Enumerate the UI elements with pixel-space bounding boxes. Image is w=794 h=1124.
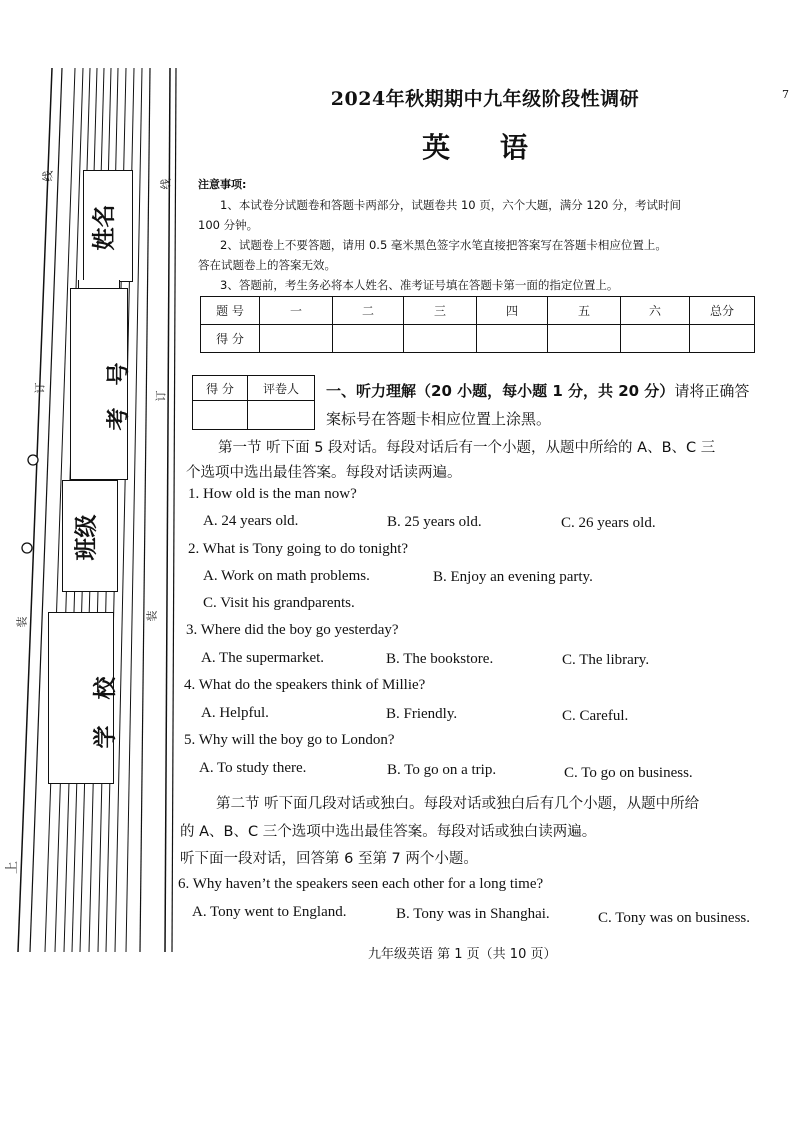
question-2: 2. What is Tony going to do tonight? <box>188 541 409 557</box>
name-label-box <box>83 170 133 282</box>
exam-title: 2024年秋期期中九年级阶段性调研 <box>330 88 640 110</box>
notes-heading: 注意事项: <box>198 178 247 191</box>
score-blank <box>621 325 690 353</box>
question-1-option-b: B. 25 years old. <box>387 514 482 530</box>
score-table-cell: 题 号 <box>201 297 260 325</box>
grader-score-blank <box>193 401 248 430</box>
question-5-option-a: A. To study there. <box>199 760 307 776</box>
score-table-cell: 四 <box>477 297 548 325</box>
section-1-title-bold: 一、听力理解（20 小题，每小题 1 分，共 20 分） <box>326 382 675 400</box>
question-1: 1. How old is the man now? <box>188 486 357 502</box>
seal-word-order-right: 订 <box>154 390 168 402</box>
note-3: 3、答题前，考生务必将本人姓名、准考证号填在答题卡第一面的指定位置上。 <box>220 278 619 292</box>
score-table-cell: 三 <box>404 297 477 325</box>
question-3-option-c: C. The library. <box>562 652 650 668</box>
question-3-option-b: B. The bookstore. <box>386 651 494 667</box>
school-label-box <box>48 612 119 784</box>
part-2-instruction-line-1: 第二节 听下面几段对话或独白。每段对话或独白后有几个小题，从题中所给 <box>216 796 700 812</box>
school-label: 学校 <box>92 650 119 749</box>
note-1-line-1: 1、本试卷分试题卷和答题卡两部分，试题卷共 10 页，六个大题，满分 120 分，考试时间 <box>220 198 682 212</box>
part-1-instruction-line-2: 个选项中选出最佳答案。每段对话读两遍。 <box>186 465 462 481</box>
score-table-cell: 得 分 <box>201 325 260 353</box>
part-2-instruction-line-3: 听下面一段对话，回答第 6 至第 7 两个小题。 <box>180 851 478 867</box>
part-1-instruction-line-1: 第一节 听下面 5 段对话。每段对话后有一个小题，从题中所给的 A、B、C 三 <box>218 440 716 456</box>
page-footer: 九年级英语 第 1 页（共 10 页） <box>368 947 557 962</box>
score-table-cell: 总分 <box>690 297 755 325</box>
class-label-box <box>62 480 118 592</box>
question-1-option-c: C. 26 years old. <box>561 515 656 531</box>
score-blank <box>690 325 755 353</box>
question-5-option-c: C. To go on business. <box>564 765 693 781</box>
grader-box <box>192 375 315 430</box>
question-6-option-c: C. Tony was on business. <box>598 910 751 926</box>
score-table-cell: 五 <box>548 297 621 325</box>
question-1-option-a: A. 24 years old. <box>203 513 299 529</box>
question-6-option-b: B. Tony was in Shanghai. <box>396 906 550 922</box>
seal-word-bind-left: 装 <box>15 616 29 628</box>
question-5-option-b: B. To go on a trip. <box>387 762 497 778</box>
question-4: 4. What do the speakers think of Millie? <box>184 677 426 693</box>
subject-title: 英 语 <box>422 131 548 164</box>
grader-name-label: 评卷人 <box>248 376 315 401</box>
note-2-line-2: 答在试题卷上的答案无效。 <box>198 258 336 272</box>
question-6-option-a: A. Tony went to England. <box>192 904 347 920</box>
score-table-cell: 二 <box>333 297 404 325</box>
score-table-cell: 六 <box>621 297 690 325</box>
score-table-cell: 一 <box>260 297 333 325</box>
part-2-instruction-line-2: 的 A、B、C 三个选项中选出最佳答案。每段对话或独白读两遍。 <box>180 824 597 840</box>
note-1-line-2: 100 分钟。 <box>198 218 259 232</box>
grader-name-blank <box>248 401 315 430</box>
seal-word-line-right: 线 <box>159 178 173 190</box>
score-blank <box>333 325 404 353</box>
bottom-mark: 上 <box>5 860 21 875</box>
note-2-line-1: 2、试题卷上不要答题，请用 0.5 毫米黑色签字水笔直接把答案写在答题卡相应位置上。 <box>220 238 667 252</box>
score-table <box>200 296 755 353</box>
question-5: 5. Why will the boy go to London? <box>184 732 395 748</box>
question-6: 6. Why haven’t the speakers seen each other for a long time? <box>178 876 544 892</box>
section-1-title <box>326 380 749 401</box>
section-1-title-line-2: 案标号在答题卡相应位置上涂黑。 <box>326 410 552 428</box>
seal-word-bind-right: 装 <box>145 610 159 622</box>
question-3: 3. Where did the boy go yesterday? <box>186 622 399 638</box>
corner-mark: 7 <box>782 88 789 101</box>
binding-margin <box>0 60 185 960</box>
question-2-option-b: B. Enjoy an evening party. <box>433 569 593 585</box>
question-3-option-a: A. The supermarket. <box>201 650 325 666</box>
question-4-option-a: A. Helpful. <box>201 705 269 721</box>
class-label: 班级 <box>73 514 100 561</box>
score-blank <box>477 325 548 353</box>
question-2-option-c: C. Visit his grandparents. <box>203 595 355 611</box>
score-blank <box>548 325 621 353</box>
question-4-option-c: C. Careful. <box>562 708 629 724</box>
grader-score-label: 得 分 <box>193 376 248 401</box>
score-table-score-row <box>201 325 755 353</box>
seal-word-order-left: 订 <box>33 382 47 394</box>
score-blank <box>260 325 333 353</box>
seal-word-line-left: 线 <box>41 170 55 182</box>
score-table-header-row <box>201 297 755 325</box>
exam-number-label-box <box>70 288 132 480</box>
score-blank <box>404 325 477 353</box>
question-2-option-a: A. Work on math problems. <box>203 568 370 584</box>
section-1-title-rest: 请将正确答 <box>674 382 750 400</box>
question-4-option-b: B. Friendly. <box>386 706 458 722</box>
exam-number-label: 考号 <box>105 340 132 431</box>
name-label: 姓名 <box>91 204 118 251</box>
